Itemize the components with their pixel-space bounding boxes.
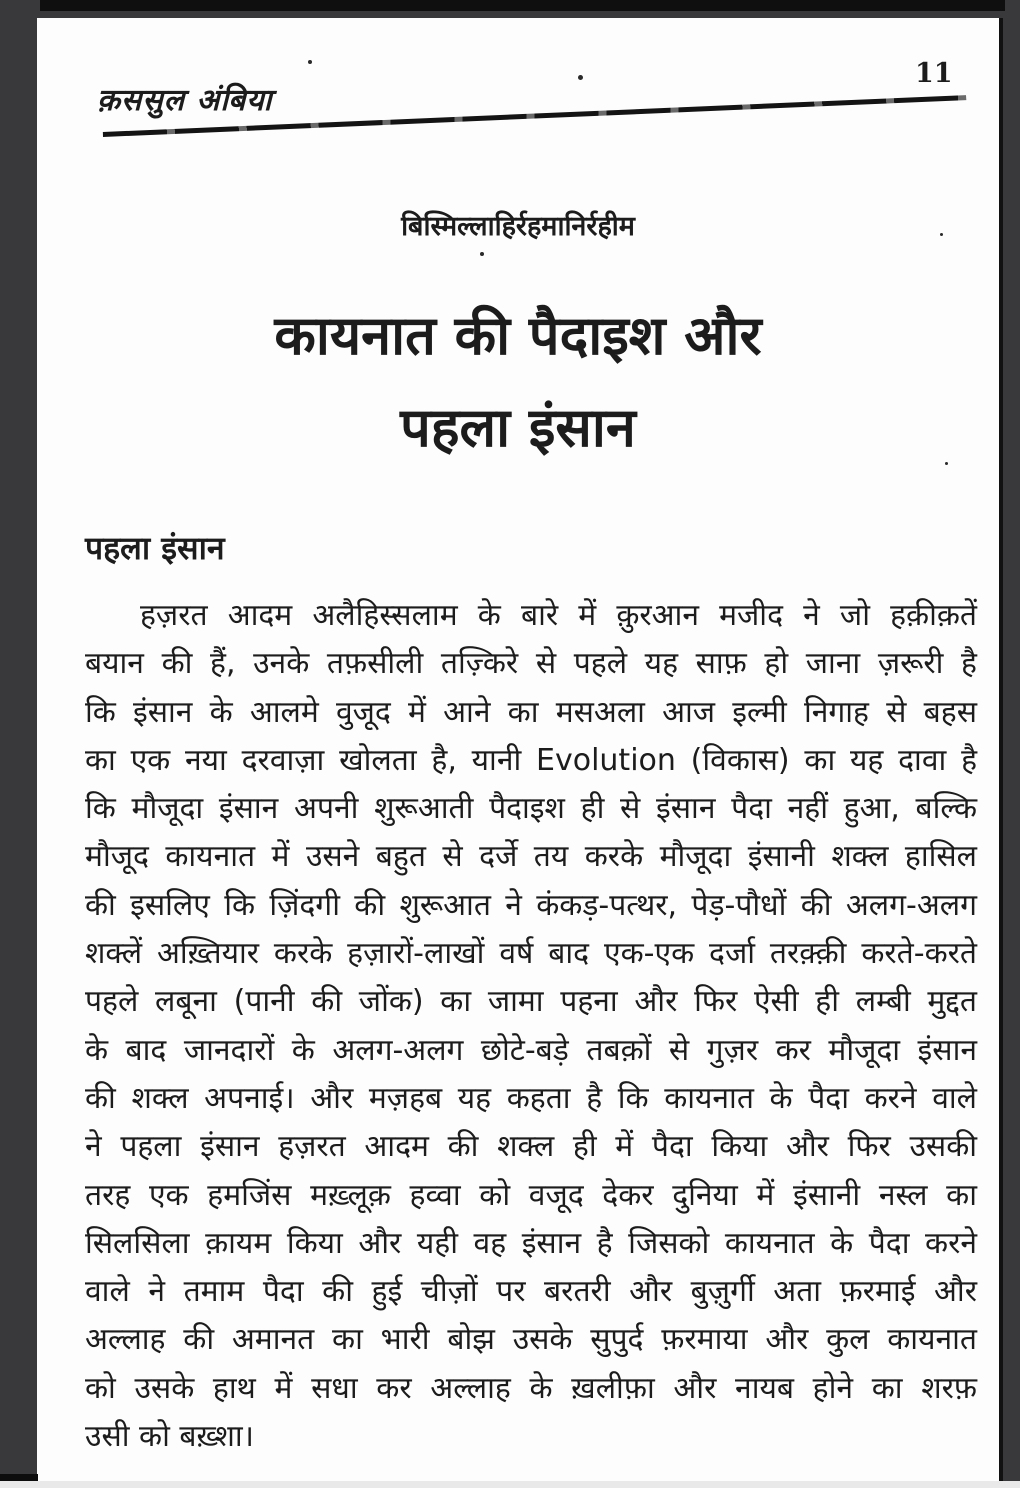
chapter-title-line2: पहला इंसान — [400, 396, 636, 459]
body-paragraph — [85, 592, 977, 1461]
paragraph-line: को उसके हाथ में सधा कर अल्लाह के ख़लीफ़ा और नायब होने का शरफ़ — [85, 1370, 977, 1406]
page-number: 11 — [915, 58, 953, 89]
paragraph-line: के बाद जानदारों के अलग-अलग छोटे-बड़े तबक़ों से गुज़र कर मौजूदा इंसान — [85, 1032, 977, 1068]
top-scan-bar — [40, 0, 1005, 11]
paragraph-line: मौजूद कायनात में उसने बहुत से दर्जे तय करके मौजूदा इंसानी शक्ल हासिल — [85, 839, 977, 875]
paragraph-line: बयान की हैं, उनके तफ़सीली तज़्किरे से पहले यह साफ़ हो जाना ज़रूरी है — [85, 646, 977, 682]
paragraph-line: की इसलिए कि ज़िंदगी की शुरूआत ने कंकड़-पत्थर, पेड़-पौधों की अलग-अलग — [85, 887, 977, 923]
paragraph-line: सिलसिला क़ायम किया और यही वह इंसान है जिसको कायनात के पैदा करने — [85, 1225, 977, 1261]
paragraph-line: की शक्ल अपनाई। और मज़हब यह कहता है कि कायनात के पैदा करने वाले — [85, 1080, 977, 1116]
bottom-strip — [0, 1481, 1020, 1488]
paragraph-line: उसी को बख़्शा। — [85, 1419, 254, 1455]
section-heading: पहला इंसान — [85, 529, 225, 567]
running-header: क़ससुल अंबिया — [97, 83, 273, 118]
paragraph-line: अल्लाह की अमानत का भारी बोझ उसके सुपुर्द फ़रमाया और कुल कायनात — [85, 1322, 977, 1358]
paragraph-line: वाले ने तमाम पैदा की हुई चीज़ों पर बरतरी और बुज़ुर्गी अता फ़रमाई और — [85, 1274, 977, 1310]
basmala-line: बिस्मिल्लाहिर्रहमानिर्रहीम — [401, 211, 635, 242]
paragraph-line: तरह एक हमजिंस मख़्लूक़ हव्वा को वजूद देकर दुनिया में इंसानी नस्ल का — [85, 1177, 977, 1213]
paragraph-line: ने पहला इंसान हज़रत आदम की शक्ल ही में पैदा किया और फिर उसकी — [85, 1129, 977, 1165]
scan-speck — [945, 462, 948, 465]
scan-speck — [480, 252, 484, 256]
paragraph-line: कि इंसान के आलमे वुजूद में आने का मसअला आज इल्मी निगाह से बहस — [85, 694, 977, 730]
scan-speck — [308, 60, 312, 64]
chapter-title-line1: कायनात की पैदाइश और — [274, 304, 762, 367]
paragraph-line: पहले लबूना (पानी की जोंक) का जामा पहना और फिर ऐसी ही लम्बी मुद्दत — [85, 984, 977, 1020]
chapter-title — [37, 290, 999, 474]
paragraph-line: का एक नया दरवाज़ा खोलता है, यानी Evolution (विकास) का यह दावा है — [85, 742, 977, 778]
scan-speck — [578, 75, 583, 80]
book-page — [37, 18, 1003, 1481]
paragraph-line: हज़रत आदम अलैहिस्सलाम के बारे में क़ुरआन मजीद ने जो हक़ीक़तें — [140, 598, 977, 633]
scan-speck — [940, 233, 943, 236]
paragraph-line: कि मौजूदा इंसान अपनी शुरूआती पैदाइश ही से इंसान पैदा नहीं हुआ, बल्कि — [85, 791, 977, 827]
paragraph-line: शक्लें अख़्तियार करके हज़ारों-लाखों वर्ष बाद एक-एक दर्जा तरक़्क़ी करते-करते — [85, 936, 977, 972]
